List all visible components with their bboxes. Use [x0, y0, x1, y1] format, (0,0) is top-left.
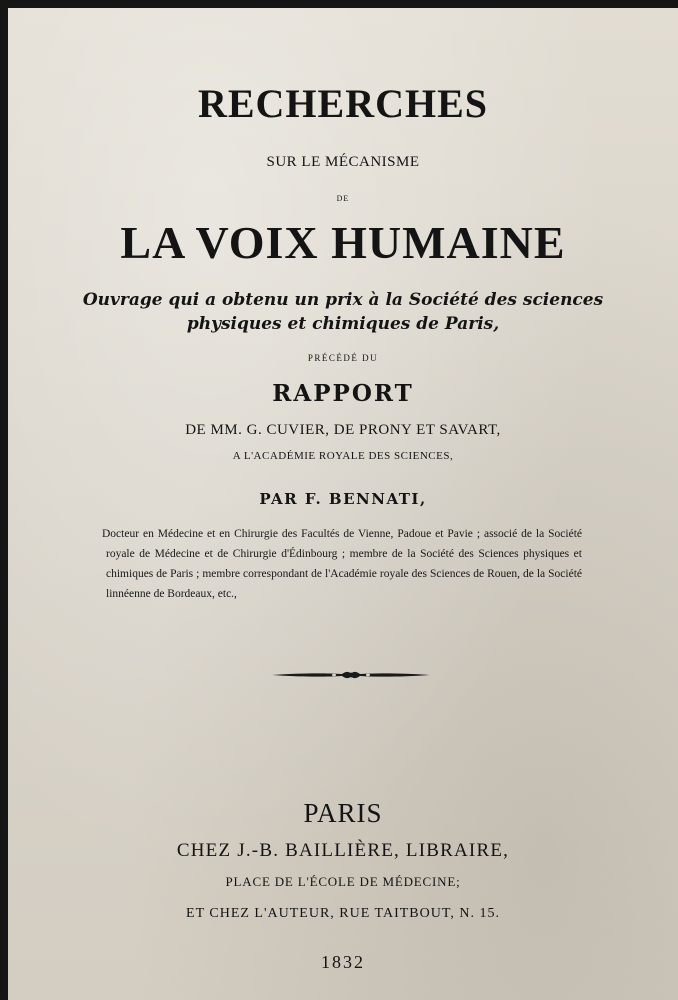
report-authors: DE MM. G. CUVIER, DE PRONY ET SAVART,: [185, 422, 501, 438]
report-academy: A L'ACADÉMIE ROYALE DES SCIENCES,: [232, 450, 454, 462]
report-title: RAPPORT: [272, 380, 414, 407]
ornament-icon: [270, 668, 432, 682]
description-line-2: physiques et chimiques de Paris,: [186, 314, 500, 334]
preceded-by: PRÉCÉDÉ DU: [307, 353, 379, 363]
author-address: ET CHEZ L'AUTEUR, RUE TAITBOUT, N. 15.: [186, 906, 500, 921]
main-title: LA VOIX HUMAINE: [120, 217, 566, 268]
publisher: CHEZ J.-B. BAILLIÈRE, LIBRAIRE,: [176, 840, 510, 861]
book-title: RECHERCHES: [197, 81, 489, 126]
publication-year: 1832: [321, 952, 365, 972]
publisher-address: PLACE DE L'ÉCOLE DE MÉDECINE;: [225, 874, 461, 889]
author-bio: Docteur en Médecine et en Chirurgie des Facultés de Vienne, Padoue et Pavie ; associé de la Société royale de Médecine et de Chirurgie d'Édinbourg ; membre de la Société des Sciences physiques et chimiques de Paris ; membre correspondant de l'Académie royale des Sciences de Rouen, de la Société linnéenne de Bordeaux, etc.,: [102, 528, 582, 600]
publication-city: PARIS: [303, 798, 383, 828]
title-page: [8, 8, 678, 1000]
author-line: PAR F. BENNATI,: [259, 490, 427, 508]
book-subtitle: SUR LE MÉCANISME: [266, 154, 420, 170]
title-conjunction: DE: [336, 194, 350, 203]
description-line-1: Ouvrage qui a obtenu un prix à la Société des sciences: [82, 290, 604, 310]
